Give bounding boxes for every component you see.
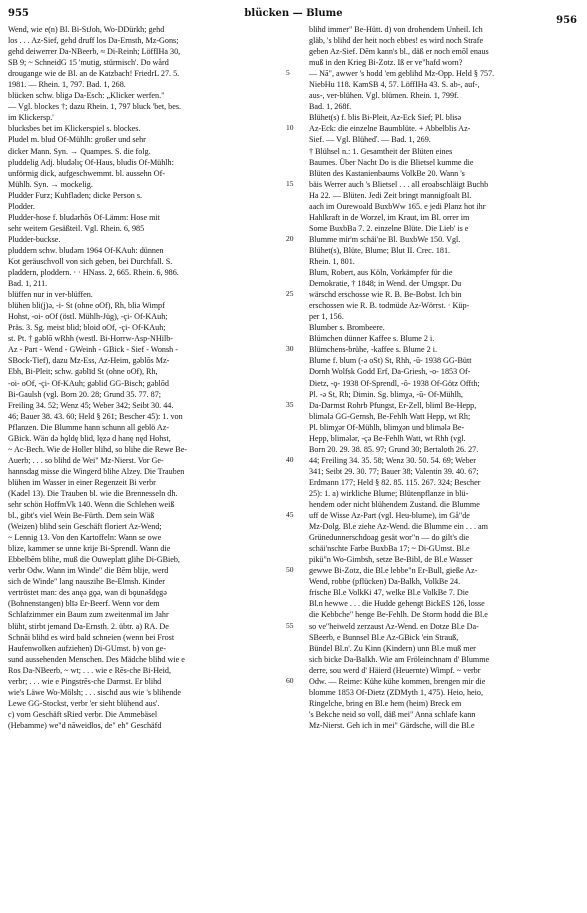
text-line: GBick. Wän də hǫldę blid, lęzə d hanę nęd Hohst, [8, 433, 171, 443]
text-line: SBeerb, e Bunnsel Bl.e Az-GBick 'ein Strauß, [309, 632, 459, 642]
text-line: (Weizen) blihd sein Geschäft floriert Az-Wend; [8, 522, 162, 532]
text-line: hendem oder nicht blühendem Zustand. die Blumme [309, 500, 480, 510]
text-line: pladdern, ploddern. · · HNass. 2, 665. Rhein. 6, 986. [8, 268, 179, 278]
text-line: dicker Mann. Syn. → Quampes. S. die folg. [8, 146, 151, 156]
text-line: 's Bekche neid so voll, däß mei" Anna schlafe kann [309, 709, 476, 719]
line-number: 55 [286, 620, 294, 630]
text-line: Blühet(s) f. blis Bi-Pleit, Az-Eck Sief; Pl. blisə [309, 113, 462, 123]
text-line: ~ Lennig 13. Von den Kartoffeln: Wann se owe [8, 533, 162, 543]
text-line: Pludel m. blud Of-Mühlh: großer und sehr [8, 135, 146, 145]
text-line: Mz-Nierst. Geh ich in mei" Gärdsche, will die Bl.e [309, 720, 475, 730]
text-line: uff de Wisse Az-Part (vgl. Heu-blume), im Gå"de [309, 511, 470, 521]
text-line: Pl. -ə St, Rh; Dimin. Sg. blimχə, -ū- Of-Mühlh, [309, 389, 463, 399]
text-line: muß in den Krieg Bi-Zotz. Iß er ve"hafd worn? [309, 58, 463, 68]
text-line: Schlafzimmer ein Baum zum zweitenmal im Jahr [8, 610, 169, 620]
text-line: verbr Odw. Wann im Winde" die Bēm blije, werd [8, 566, 169, 576]
right-column [309, 24, 581, 904]
text-line: Blühet(s), Blüte, Blume; Blut II. Crec. 181. [309, 245, 451, 255]
text-line: c) vom Geschäft sRied verbr. Die Ammebäsel [8, 709, 158, 719]
text-line: Pludder Furz; Kuhfladen; dicke Person s. [8, 190, 143, 200]
text-line: Ha 22. — Blüten. Jedi Zeit bringt mannigfoalt Bl. [309, 190, 472, 200]
text-line: sund aussehenden Menschen. Des Mädche blihd wie e [8, 654, 185, 664]
text-line: SB 9; ~ SchneidG 15 'mutig, stürmisch'. Do wård [8, 58, 169, 68]
text-line: sehr weitem Gesäßteil. Vgl. Rhein. 6, 985 [8, 223, 145, 233]
text-line: Wend, wie e(n) Bl. Bi-StJoh, Wo-DDürkh; gehd [8, 25, 165, 34]
text-line: Grünedunnerschdoag gesät wor"n — do gilt's die [309, 533, 470, 543]
text-line: Pludder-hose f. bludərhōs Of-Lämm: Hose mit [8, 212, 160, 222]
text-line: Mühlh. Syn. → mockelig. [8, 179, 93, 189]
text-line: Plodder. [8, 201, 35, 211]
text-line: gläb, 's blihd der heit noch ebbes! es wird noch Strafe [309, 36, 484, 46]
text-line: st. Pt. † gəblō wRhh (westl. Bi-Horrw-Asp-NHilb- [8, 334, 173, 344]
text-line: blomme 1853 Of-Dietz (ZDMyth 1, 475). Heio, heio, [309, 687, 483, 697]
text-line: Blume f. blum (-ə oSt) St, Rhh, -ū- 1938 GG-Bütt [309, 356, 472, 366]
text-line: -oi- oOf, -çi- Of-KAuh; gəblid GG-Bisch; gəblōd [8, 378, 169, 388]
text-line: Ringelche, bring en Bl.e hem (heim) Breck em [309, 698, 462, 708]
text-line: 341; Seibt 29. 30. 77; Bauer 38; Valentin 39. 40. 67; [309, 466, 479, 476]
text-line: ~ Ac-Bech. Wie de Holler blihd, so blihe die Rewe Be- [8, 444, 188, 454]
text-line: Blüten des Kastanienbaums VolkBe 20. Wann 's [309, 168, 465, 178]
text-line: im Klickersp.' [8, 113, 54, 123]
text-line: vertröstet man: des anęə gǫə, wan di bǫunəšdęgə [8, 588, 167, 598]
text-line: frische Bl.e VolkKi 47, welke Bl.e VolkBe 7. Die [309, 588, 469, 598]
text-line: † Blühsel n.: 1. Gesamtheit der Blüten eines [309, 146, 453, 156]
text-line: Erdmann 177; Held § 82. 85. 115. 267. 324; Bescher [309, 477, 481, 487]
text-line: Auerb; . . . so blihd de Wei" Mz-Nierst. Vor Ge- [8, 455, 164, 465]
line-number: 50 [286, 565, 294, 575]
text-line: pluddern schw. bludərn 1964 Of-KAuh: dünnen [8, 245, 164, 255]
line-number: 10 [286, 123, 294, 133]
text-line: unförmig dick, aufgeschwemmt. bl. aussehn Of- [8, 168, 166, 178]
text-line: Hohst, -oi- oOf (östl. Mühlh-Jüg), -çi- Of-KAuh; [8, 312, 168, 322]
text-line: Pflanzen. Die Blumme hann schunn all geblö Az- [8, 422, 170, 432]
text-line: hannsdag misse die Wingerd blihe Alzey. Die Trauben [8, 466, 185, 476]
text-line: Mz-Dolg. Bl.e ziehe Az-Wend. die Blumme ein . . . am [309, 522, 488, 532]
text-line: Some BuxbBa 7. 2. einzelne Blüte. Die Lieb' is e [309, 223, 469, 233]
text-line: NiebHu 118. KamSB 4, 57. LöffIHa 43. S. ab-, auf-, [309, 80, 480, 90]
text-line: Sief. — Vgl. Blüheď. — Bad. 1, 269. [309, 135, 431, 145]
text-line: blize, kammer se unne krije Bi-Sprendl. Wann die [8, 544, 171, 554]
text-line: Ebh, Bi-Pleit; schw. gəblīd St (ohne oOf), Rh, [8, 367, 158, 377]
line-number: 30 [286, 344, 294, 354]
text-line: pluddelig Adj. bludəlɪç Of-Haus, bludis Of-Mühlh: [8, 157, 174, 167]
text-line: Ebbelbēm blihe, muß die Ouweplatt glihe Di-GBieb, [8, 555, 180, 565]
text-line: blüffen nur in ver-blüffen. [8, 290, 93, 300]
line-number: 60 [286, 675, 294, 685]
text-line: Az-Eck: die einzelne Baumblüte. + Abbelblis Az- [309, 124, 471, 134]
text-line: Bündel Bl.n'. Zu Kinn (Kindern) unn Bl.e muß mer [309, 643, 476, 653]
line-number: 45 [286, 510, 294, 520]
text-line: Bad. 1, 268f. [309, 102, 352, 112]
text-line: blihd immer" Be-Hütt. d) von drohendem Unheil. Ich [309, 25, 483, 34]
text-line: sehr schön HoffmVk 140. Wenn die Schlehen weiß [8, 500, 175, 510]
line-number: 15 [286, 178, 294, 188]
text-line: blimələ GG-Gernsh, Be-Fehlh Watt Hepp, wt Rh; [309, 411, 471, 421]
text-line: Born 20. 29. 38. 85. 97; Grund 30; Bertaloth 26. 27. [309, 444, 479, 454]
text-line: (Bohnenstangen) blīə Er-Beerf. Wenn vor dem [8, 599, 160, 609]
text-line: Dietz, -ǫ- 1938 Of-Sprendl, -ō- 1938 Of-Götz Offth; [309, 378, 480, 388]
text-line: bäis Werrer auch 's Blietsel . . . all eroabschläigt Buchb [309, 179, 489, 189]
text-line: pikü"n Wo-Gimbsh, setze Be-Bibl, de Bl.e Wasser [309, 555, 473, 565]
text-line: Rhein. 1, 801. [309, 256, 355, 266]
text-line: 44; Freiling 34. 35. 58; Wenz 30. 50. 54. 69; Weber [309, 455, 476, 465]
text-line: 46; Bauer 38. 43. 60; Held § 261; Bescher 45): 1. von [8, 411, 183, 421]
text-line: Demokratie, † 1848; in Wend. der Umgspr. Du [309, 279, 462, 289]
line-number: 5 [286, 68, 290, 78]
text-line: — Nā", awwer 's hodd 'em geblihd Mz-Opp. Held § 757. [309, 69, 495, 79]
text-line: Ros Da-NBeerb, ~ wt; . . . wie e Rēs-che Bi-Heid, [8, 665, 172, 675]
text-line: — Vgl. blockes †; dazu Rhein. 1, 797 bluck 'bet, bes. [8, 102, 182, 112]
page-number-left: 955 [8, 8, 29, 19]
text-line: bl., gibt's viel Wein Be-Fürth. Dem sein Wäß [8, 511, 155, 521]
text-line: Präs. 3. Sg. meist blid; bloid oOf, -çi- Of-KAuh; [8, 323, 166, 333]
text-line: 1981. — Rhein. 1, 797. Bad. 1, 268. [8, 80, 126, 90]
text-line: Blümchens-brühe, -kaffee s. Blume 2 i. [309, 345, 438, 355]
text-line: gehd deiwerrer Da-NBeerb, ≈ Di-Reinh; LöffIHa 30, [8, 47, 181, 57]
text-line: gewwe Bi-Zotz, die Bl.e lebbe"n Er-Bull, gieße Az- [309, 566, 478, 576]
text-line: Schnāi blihd es wird bald schneien (wenn bei Frost [8, 632, 175, 642]
text-line: Blumme mir'm schäi'ne Bl. BuxbWe 150. Vgl. [309, 234, 461, 244]
text-line: aach im Ourewoald BuxbWw 165. e jedi Planz hot ihr [309, 201, 486, 211]
line-number: 25 [286, 289, 294, 299]
text-line: per 1, 156. [309, 312, 344, 322]
line-number: 20 [286, 233, 294, 243]
text-line: Lewe GG-Stockst, verbr 'er sieht blühend aus'. [8, 698, 160, 708]
page-number-right: 956 [556, 15, 577, 26]
text-line: Hepp, blimələr, -çə Be-Fehlh Watt, wt Rhh (vgl. [309, 433, 466, 443]
text-line: drougange wie de Bl. an de Katzbach! FriedrL 27. 5. [8, 69, 180, 79]
text-line: Az - Part - Wend - GWeinh - GBick - Sief - Wonsh - [8, 345, 178, 355]
text-line: Baumes. Über Nacht Do is die Blietsel kumme die [309, 157, 474, 167]
text-line: (Hebamme) we"d nāweidlos, de" eh" Geschäfd [8, 720, 162, 730]
text-line: Blum, Robert, aus Köln, Vorkämpfer für die [309, 268, 453, 278]
text-line: erschossen wie R. B. todmüde Az-Wörrst. · Küp- [309, 301, 470, 311]
text-line: Hahlkraft in de Worzel, im Kraut, im Bl. orrer im [309, 212, 470, 222]
text-line: SBock-Tief), dazu Mz-Ess, Az-Heim, gəblōs Mz- [8, 356, 170, 366]
text-line: 25): 1. a) wirkliche Blume; Blütenpflanze in blü- [309, 488, 469, 498]
left-column [8, 24, 283, 904]
text-line: Haufenwolken aufziehen) Di-GUmst. b) von ge- [8, 643, 166, 653]
text-line: wie's Läwe Wo-Mölsh; . . . sischd aus wie 's blihende [8, 687, 181, 697]
text-line: (Kadel 13). Die Trauben bl. wie die Brennesseln dh. [8, 488, 178, 498]
line-number: 35 [286, 399, 294, 409]
text-line: los . . . Az-Sief, gehd druff los Da-Ernsth, Mz-Gons; [8, 36, 179, 46]
text-line: so ve"heiweld zerzaust Az-Wend. en Dotze Bl.e Da- [309, 621, 479, 631]
text-line: Bad. 1, 211. [8, 279, 48, 289]
text-line: blühen bli(j)ə, -i- St (ohne oOf), Rh, bliə Wimpf [8, 301, 165, 311]
text-line: Odw. — Reime: Kühe kühe kommen, brengen mir die [309, 676, 486, 686]
text-line: Bl.n hewwe . . . die Hudde gehengt BickES 126, losse [309, 599, 485, 609]
text-line: blucksbes bet im Klickerspiel s. blockes. [8, 124, 141, 134]
text-line: schäi'nschte Farbe BuxbBa 17; ~ Di-GUmst. Bl.e [309, 544, 470, 554]
text-line: Freiling 34. 52; Wenz 45; Weber 342; Seibt 30. 44. [8, 400, 174, 410]
text-line: blücken schw. bligə Da-Esch: „Klicker werfen." [8, 91, 165, 101]
text-line: Blumber s. Brombeere. [309, 323, 385, 333]
text-line: Bi-Gaulsh (vgl. Born 20. 28; Grund 35. 77. 87; [8, 389, 162, 399]
running-title: blücken — Blume [244, 8, 343, 19]
text-line: Blümchen dünner Kaffee s. Blume 2 i. [309, 334, 435, 344]
text-line: Dornh Wolfsk Godd Erf, Da-Griesh, -o- 1853 Of- [309, 367, 471, 377]
text-line: geben Az-Sief. Dēm kann's bl., däß er noch emōl enaus [309, 47, 489, 57]
text-line: blüht, stirbt jemand Da-Ernsth. 2. übtr. a) RA. De [8, 621, 169, 631]
text-line: Da-Darmst Rohrb Pfungst, Er-Zell, bliml Be-Hepp, [309, 400, 477, 410]
text-line: blühen im Wasser in einer Regenzeit Bi verbr [8, 477, 156, 487]
text-line: Pludder-buckse. [8, 234, 61, 244]
text-line: Pl. blimχər Of-Mühlh, blimχən und blimələ Be- [309, 422, 465, 432]
text-line: sich de Winde" lang nauszihe Be-Elmsh. Kinder [8, 577, 165, 587]
text-line: Wend, robbe (pflücken) Da-Balkh, VolkBe 24. [309, 577, 461, 587]
text-line: Kot geräuschvoll von sich geben, bei Durchfall. S. [8, 256, 173, 266]
line-number: 40 [286, 454, 294, 464]
line-number-gutter [286, 24, 306, 904]
text-line: aus-, ver-blühen. Vgl. blümen. Rhein. 1, 799f. [309, 91, 459, 101]
text-line: verbr; . . . wie e Pingstrēs-che Darmst. Er blihd [8, 676, 162, 686]
text-line: wärschd erschosse wie R. B. Be-Bobst. Ich bin [309, 290, 462, 300]
text-line: derre, sou werd d' Häierd (Heuernte) Wimpf. ~ verbr [309, 665, 481, 675]
text-line: sich bicke Da-Balkh. Wie am Fröleinchnam d' Blumme [309, 654, 490, 664]
text-line: die Kebbche" henge Be-Fehlh. De Storm hodd die Bl.e [309, 610, 488, 620]
page-header [0, 0, 587, 26]
